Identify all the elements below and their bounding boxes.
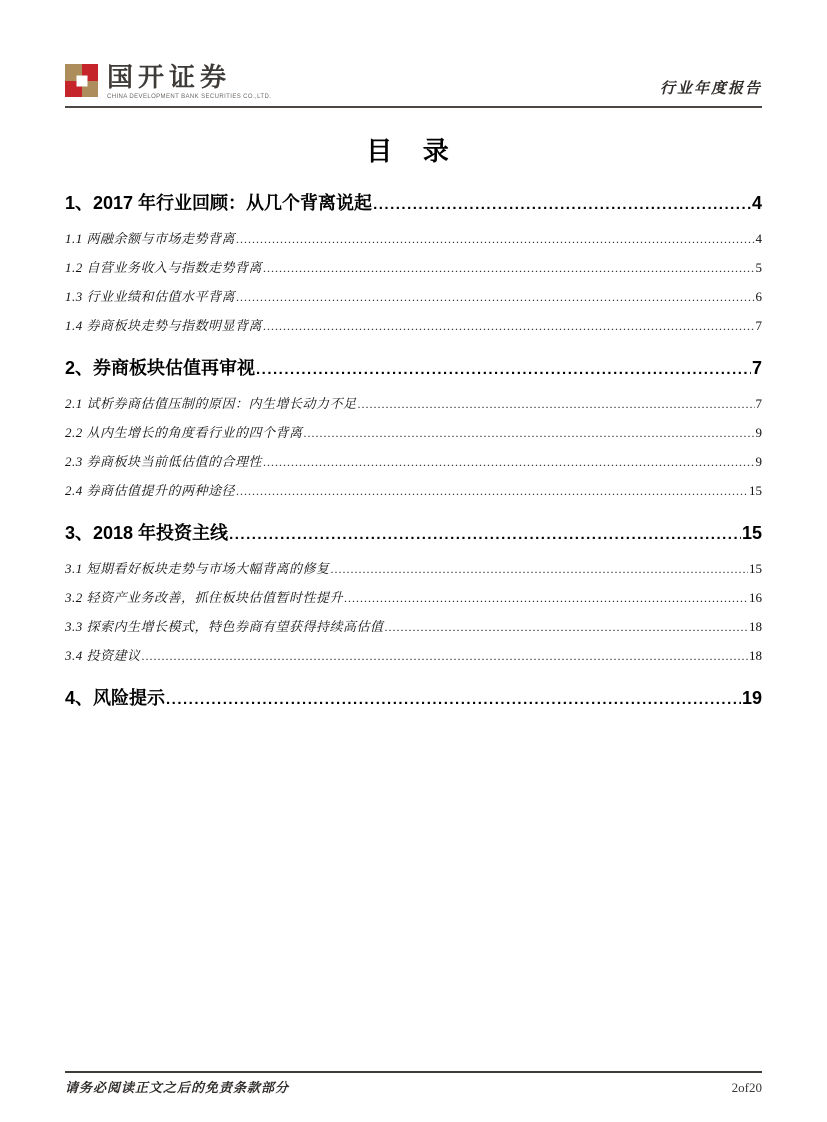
toc-item-page: 18: [749, 619, 762, 634]
brand-logo-icon: [65, 64, 98, 97]
toc-item-label: 1.2 自营业务收入与指数走势背离: [65, 260, 263, 275]
toc-item-label: 1、2017 年行业回顾：从几个背离说起: [65, 193, 373, 213]
toc-item-page: 7: [755, 396, 762, 411]
toc-dot-leader: [385, 620, 748, 635]
toc-item-label: 2、券商板块估值再审视: [65, 358, 256, 378]
toc-item-label: 2.3 券商板块当前低估值的合理性: [65, 454, 263, 469]
toc-item-page: 9: [755, 425, 762, 440]
toc-item-label: 3、2018 年投资主线: [65, 523, 229, 543]
toc-item-label: 2.4 券商估值提升的两种途径: [65, 483, 236, 498]
toc-dot-leader: [263, 455, 754, 470]
toc-item-page: 7: [751, 358, 762, 378]
toc-item-page: 15: [749, 483, 762, 498]
toc-dot-leader: [344, 591, 748, 606]
table-of-contents: [65, 191, 762, 720]
toc-item-label: 3.2 轻资产业务改善，抓住板块估值暂时性提升: [65, 590, 344, 605]
toc-item-label: 3.1 短期看好板块走势与市场大幅背离的修复: [65, 561, 330, 576]
toc-dot-leader: [236, 484, 748, 499]
toc-dot-leader: [331, 562, 748, 577]
toc-dot-leader: [256, 358, 751, 382]
toc-item-1-4[interactable]: [65, 312, 762, 341]
page-footer: [65, 1071, 762, 1096]
toc-item-3-4[interactable]: [65, 642, 762, 671]
footer-disclaimer: 请务必阅读正文之后的免责条款部分: [65, 1080, 290, 1095]
toc-item-page: 4: [751, 193, 762, 213]
toc-item-page: 7: [755, 318, 762, 333]
toc-dot-leader: [166, 688, 741, 712]
toc-item-label: 1.1 两融余额与市场走势背离: [65, 231, 236, 246]
toc-item-3[interactable]: [65, 521, 762, 547]
toc-item-page: 5: [755, 260, 762, 275]
toc-item-2-2[interactable]: [65, 419, 762, 448]
page-number-indicator: 2of20: [731, 1080, 762, 1095]
toc-item-3-1[interactable]: [65, 555, 762, 584]
page-title: 目 录: [366, 137, 461, 166]
toc-item-1-3[interactable]: [65, 283, 762, 312]
report-type-label: 行业年度报告: [659, 81, 762, 98]
toc-dot-leader: [373, 193, 751, 217]
toc-item-3-3[interactable]: [65, 613, 762, 642]
toc-item-label: 3.4 投资建议: [65, 648, 141, 663]
brand-name: 国开证券: [107, 63, 232, 92]
toc-dot-leader: [263, 261, 754, 276]
toc-dot-leader: [236, 232, 754, 247]
toc-item-label: 4、风险提示: [65, 688, 166, 708]
toc-item-label: 1.3 行业业绩和估值水平背离: [65, 289, 236, 304]
toc-item-page: 15: [749, 561, 762, 576]
toc-item-label: 2.1 试析券商估值压制的原因：内生增长动力不足: [65, 396, 357, 411]
brand-logo: [65, 64, 271, 100]
toc-item-2[interactable]: [65, 356, 762, 382]
toc-item-page: 6: [755, 289, 762, 304]
toc-item-label: 1.4 券商板块走势与指数明显背离: [65, 318, 263, 333]
toc-item-page: 18: [749, 648, 762, 663]
toc-item-1[interactable]: [65, 191, 762, 217]
toc-item-page: 16: [749, 590, 762, 605]
toc-dot-leader: [358, 397, 755, 412]
toc-item-2-3[interactable]: [65, 448, 762, 477]
toc-item-page: 9: [755, 454, 762, 469]
toc-dot-leader: [236, 290, 754, 305]
header-divider: [65, 106, 762, 108]
toc-item-page: 15: [741, 523, 762, 543]
toc-dot-leader: [263, 319, 754, 334]
toc-item-page: 4: [755, 231, 762, 246]
toc-item-2-1[interactable]: [65, 390, 762, 419]
toc-dot-leader: [142, 649, 748, 664]
toc-item-label: 2.2 从内生增长的角度看行业的四个背离: [65, 425, 303, 440]
toc-item-1-2[interactable]: [65, 254, 762, 283]
toc-item-1-1[interactable]: [65, 225, 762, 254]
brand-name-english: CHINA DEVELOPMENT BANK SECURITIES CO.,LTD.: [107, 94, 272, 101]
toc-dot-leader: [304, 426, 755, 441]
page-header: [65, 64, 762, 108]
toc-item-2-4[interactable]: [65, 477, 762, 506]
toc-item-label: 3.3 探索内生增长模式，特色券商有望获得持续高估值: [65, 619, 384, 634]
toc-item-3-2[interactable]: [65, 584, 762, 613]
toc-item-4[interactable]: [65, 686, 762, 712]
toc-item-page: 19: [741, 688, 762, 708]
toc-dot-leader: [229, 523, 741, 547]
